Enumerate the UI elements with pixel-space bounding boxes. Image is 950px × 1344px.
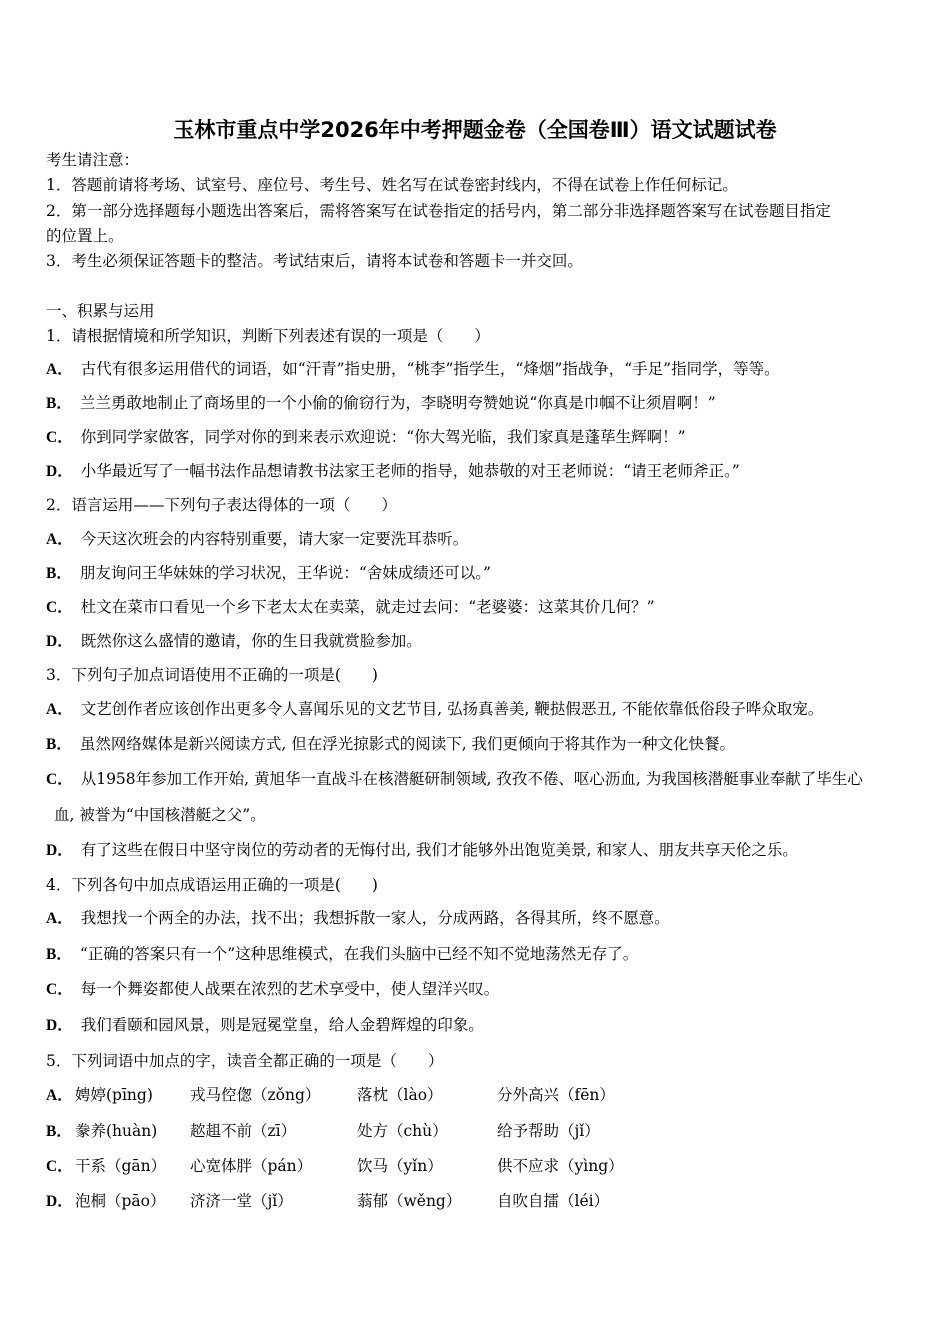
pinyin-row-label xyxy=(46,1156,73,1177)
pinyin-row-label xyxy=(46,1121,72,1142)
pinyin-item: 饮马（yǐn） xyxy=(357,1157,443,1175)
notice-item: 2．第一部分选择题每小题选出答案后，需将答案写在试卷指定的括号内，第二部分非选择题答案写在试卷题目指定 xyxy=(46,202,831,220)
question-option xyxy=(46,769,863,790)
option-label: B． xyxy=(46,736,72,753)
notice-heading: 考生请注意： xyxy=(46,151,140,169)
question-stem: 2．语言运用——下列句子表达得体的一项（ ） xyxy=(46,496,397,514)
question-option xyxy=(46,979,499,1000)
option-label: B． xyxy=(46,946,72,963)
question-option xyxy=(46,427,686,448)
option-label: A． xyxy=(46,910,73,927)
pinyin-item: 分外高兴（fēn） xyxy=(497,1086,615,1104)
notice-item: 1．答题前请将考场、试室号、座位号、考生号、姓名写在试卷密封线内，不得在试卷上作任何标记。 xyxy=(46,176,738,194)
pinyin-item: 干系（gān） xyxy=(75,1157,167,1175)
option-text: 兰兰勇敢地制止了商场里的一个小偷的偷窃行为，李晓明夸赞她说“你真是巾帼不让须眉啊！” xyxy=(79,394,716,412)
option-text: 今天这次班会的内容特别重要，请大家一定要洗耳恭听。 xyxy=(80,530,469,548)
option-label: D． xyxy=(46,633,73,650)
pinyin-item: 趑趄不前（zī） xyxy=(190,1122,297,1140)
option-text: 朋友询问王华妹妹的学习状况，王华说：“舍妹成绩还可以。” xyxy=(79,564,491,582)
option-text: 我想找一个两全的办法，找不出；我想拆散一家人，分成两路，各得其所，终不愿意。 xyxy=(80,909,670,927)
option-text: 既然你这么盛情的邀请，你的生日我就赏脸参加。 xyxy=(80,632,422,650)
pinyin-item: 给予帮助（jǐ） xyxy=(497,1122,600,1140)
option-label: C． xyxy=(46,1158,73,1175)
option-text: 我们看颐和园风景，则是冠冕堂皇，给人金碧辉煌的印象。 xyxy=(80,1016,484,1034)
question-option xyxy=(46,563,491,584)
question-option xyxy=(46,805,266,826)
pinyin-row-label xyxy=(46,1085,73,1106)
notice-item: 3．考生必须保证答题卡的整洁。考试结束后，请将本试卷和答题卡一并交回。 xyxy=(46,252,583,270)
notice-item: 的位置上。 xyxy=(46,227,124,245)
question-option xyxy=(46,359,780,380)
question-option xyxy=(46,944,638,965)
option-text: 虽然网络媒体是新兴阅读方式, 但在浮光掠影式的阅读下, 我们更倾向于将其作为一种文化快餐。 xyxy=(79,735,736,753)
option-label: A． xyxy=(46,531,73,548)
question-option xyxy=(46,529,468,550)
question-stem: 1．请根据情境和所学知识，判断下列表述有误的一项是（ ） xyxy=(46,327,490,345)
question-option xyxy=(46,631,422,652)
option-label: B． xyxy=(46,565,72,582)
question-stem: 5．下列词语中加点的字，读音全都正确的一项是（ ） xyxy=(46,1052,444,1070)
option-label: A． xyxy=(46,361,73,378)
question-option xyxy=(46,908,670,929)
pinyin-item: 泡桐（pāo） xyxy=(75,1192,166,1210)
question-option xyxy=(46,734,735,755)
option-label: C． xyxy=(46,771,73,788)
option-text: 每一个舞姿都使人战栗在浓烈的艺术享受中，使人望洋兴叹。 xyxy=(80,980,500,998)
question-option xyxy=(46,1015,484,1036)
option-label: D． xyxy=(46,1017,73,1034)
question-option xyxy=(46,597,655,618)
question-option xyxy=(46,840,798,861)
pinyin-row-label xyxy=(46,1191,73,1212)
pinyin-item: 豢养(huàn) xyxy=(75,1122,158,1140)
pinyin-item: 供不应求（yìng） xyxy=(497,1157,624,1175)
pinyin-item: 戎马倥偬（zǒng） xyxy=(190,1086,321,1104)
option-label: C． xyxy=(46,599,73,616)
question-option xyxy=(46,393,716,414)
option-label: D． xyxy=(46,1193,73,1210)
option-text: 杜文在菜市口看见一个乡下老太太在卖菜，就走过去问：“老婆婆：这菜其价几何？” xyxy=(80,598,655,616)
option-text: “正确的答案只有一个”这种思维模式，在我们头脑中已经不知不觉地荡然无存了。 xyxy=(79,945,639,963)
pinyin-item: 处方（chù） xyxy=(357,1122,448,1140)
pinyin-item: 娉婷(pīng) xyxy=(75,1086,153,1104)
option-text: 有了这些在假日中坚守岗位的劳动者的无悔付出, 我们才能够外出饱览美景, 和家人、朋友共享天伦之乐。 xyxy=(80,841,798,859)
pinyin-item: 心宽体胖（pán） xyxy=(190,1157,313,1175)
question-option xyxy=(46,699,823,720)
question-stem: 3．下列句子加点词语使用不正确的一项是( ) xyxy=(46,666,378,684)
option-label: A． xyxy=(46,701,73,718)
pinyin-item: 济济一堂（jǐ） xyxy=(190,1192,293,1210)
option-label: D． xyxy=(46,842,73,859)
pinyin-item: 自吹自擂（léi） xyxy=(497,1192,610,1210)
question-stem: 4．下列各句中加点成语运用正确的一项是( ) xyxy=(46,876,378,894)
question-option xyxy=(46,461,740,482)
option-label: A． xyxy=(46,1087,73,1104)
option-text: 从1958年参加工作开始, 黄旭华一直战斗在核潜艇研制领域, 孜孜不倦、呕心沥血, 为我国核潜艇事业奉献了毕生心 xyxy=(80,770,863,788)
option-label: B． xyxy=(46,1123,72,1140)
option-text: 古代有很多运用借代的词语，如“汗青”指史册，“桃李”指学生，“烽烟”指战争，“手足”指同学，等等。 xyxy=(80,360,780,378)
option-label: C． xyxy=(46,429,73,446)
option-text: 你到同学家做客，同学对你的到来表示欢迎说：“你大驾光临，我们家真是蓬荜生辉啊！” xyxy=(80,428,686,446)
pinyin-item: 蓊郁（wěng） xyxy=(357,1192,462,1210)
option-label: C． xyxy=(46,981,73,998)
page-title: 玉林市重点中学2026年中考押题金卷（全国卷Ⅲ）语文试题试卷 xyxy=(173,118,777,142)
section-heading: 一、积累与运用 xyxy=(46,302,155,320)
option-text: 文艺创作者应该创作出更多令人喜闻乐见的文艺节目, 弘扬真善美, 鞭挞假恶丑, 不能依靠低俗段子哗众取宠。 xyxy=(80,700,824,718)
option-label: B． xyxy=(46,395,72,412)
option-text: 血, 被誉为“中国核潜艇之父”。 xyxy=(54,806,266,824)
option-label: D． xyxy=(46,463,73,480)
option-text: 小华最近写了一幅书法作品想请教书法家王老师的指导，她恭敬的对王老师说：“请王老师斧正。” xyxy=(80,462,740,480)
pinyin-item: 落枕（lào） xyxy=(357,1086,443,1104)
